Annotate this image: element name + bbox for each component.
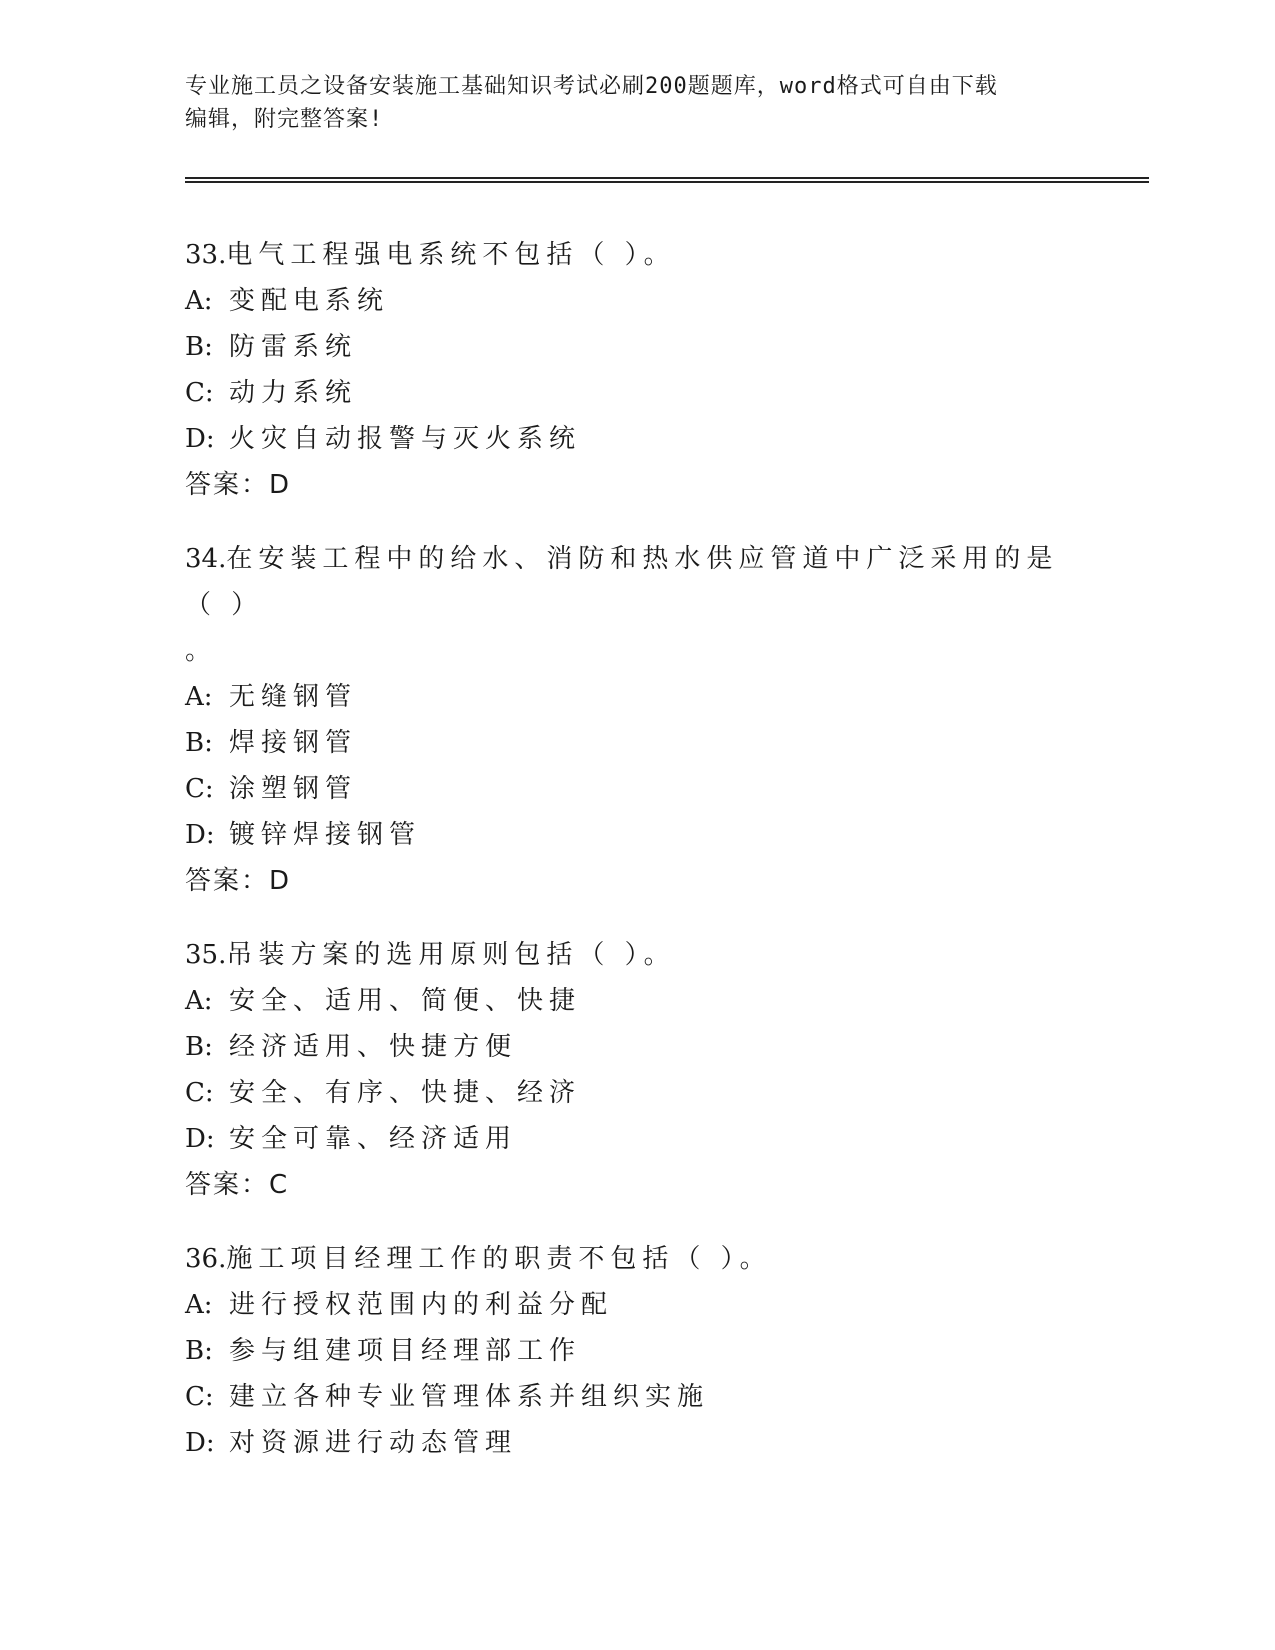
option-key: C: xyxy=(185,1382,214,1412)
option-text: 火灾自动报警与灭火系统 xyxy=(229,424,582,454)
answer-line: 答案：D xyxy=(185,470,292,500)
option-text: 安全、适用、简便、快捷 xyxy=(229,986,582,1016)
option-d xyxy=(185,416,1085,462)
question-number: 33. xyxy=(185,240,227,270)
option-c xyxy=(185,1070,1085,1116)
question-stem: 在安装工程中的给水、消防和热水供应管道中广泛采用的是（ ） xyxy=(185,544,1059,620)
option-text: 无缝钢管 xyxy=(229,682,358,712)
option-text: 安全、有序、快捷、经济 xyxy=(229,1078,582,1108)
option-text: 经济适用、快捷方便 xyxy=(229,1032,518,1062)
question-text xyxy=(185,536,1085,628)
option-key: B: xyxy=(185,332,213,362)
question-stem: 吊装方案的选用原则包括（ ）。 xyxy=(226,940,676,970)
option-text: 对资源进行动态管理 xyxy=(229,1428,518,1458)
header-title-line-2: 编辑，附完整答案! xyxy=(185,107,384,132)
option-text: 焊接钢管 xyxy=(229,728,358,758)
option-text: 进行授权范围内的利益分配 xyxy=(229,1290,614,1320)
option-text: 镀锌焊接钢管 xyxy=(229,820,422,850)
option-key: A: xyxy=(185,986,213,1016)
option-text: 防雷系统 xyxy=(229,332,358,362)
option-d xyxy=(185,1420,1085,1466)
option-key: C: xyxy=(185,774,214,804)
option-key: D: xyxy=(185,1428,215,1458)
option-key: C: xyxy=(185,1078,214,1108)
option-key: A: xyxy=(185,1290,213,1320)
header-divider xyxy=(185,177,1149,183)
option-text: 安全可靠、经济适用 xyxy=(229,1124,518,1154)
option-key: D: xyxy=(185,424,215,454)
question-stem: 施工项目经理工作的职责不包括（ ）。 xyxy=(226,1244,772,1274)
option-text: 动力系统 xyxy=(229,378,358,408)
option-d xyxy=(185,1116,1085,1162)
option-b xyxy=(185,720,1085,766)
option-a xyxy=(185,1282,1085,1328)
option-key: A: xyxy=(185,682,213,712)
option-b xyxy=(185,1328,1085,1374)
option-text: 涂塑钢管 xyxy=(229,774,358,804)
question-35 xyxy=(185,932,1085,1208)
question-list xyxy=(185,232,1085,1494)
option-key: A: xyxy=(185,286,213,316)
option-a xyxy=(185,674,1085,720)
question-36 xyxy=(185,1236,1085,1466)
question-stem: 电气工程强电系统不包括（ ）。 xyxy=(226,240,676,270)
option-key: B: xyxy=(185,728,213,758)
option-text: 变配电系统 xyxy=(229,286,390,316)
header-title-line-1: 专业施工员之设备安装施工基础知识考试必刷200题题库，word格式可自由下载 xyxy=(185,74,998,99)
question-number: 35. xyxy=(185,940,227,970)
option-a xyxy=(185,978,1085,1024)
option-key: B: xyxy=(185,1032,213,1062)
question-34 xyxy=(185,536,1085,904)
option-key: C: xyxy=(185,378,214,408)
question-33 xyxy=(185,232,1085,508)
question-text xyxy=(185,232,1085,278)
answer-line: 答案：D xyxy=(185,866,292,896)
option-key: D: xyxy=(185,1124,215,1154)
question-number: 36. xyxy=(185,1244,227,1274)
option-text: 建立各种专业管理体系并组织实施 xyxy=(229,1382,710,1412)
answer-line: 答案：C xyxy=(185,1170,290,1200)
option-b xyxy=(185,324,1085,370)
question-number: 34. xyxy=(185,544,227,574)
option-c xyxy=(185,1374,1085,1420)
option-c xyxy=(185,766,1085,812)
option-key: D: xyxy=(185,820,215,850)
option-a xyxy=(185,278,1085,324)
question-text xyxy=(185,1236,1085,1282)
option-d xyxy=(185,812,1085,858)
option-b xyxy=(185,1024,1085,1070)
option-text: 参与组建项目经理部工作 xyxy=(229,1336,582,1366)
document-header xyxy=(185,70,1085,136)
question-text xyxy=(185,932,1085,978)
question-text-continuation: 。 xyxy=(185,636,212,666)
option-c xyxy=(185,370,1085,416)
option-key: B: xyxy=(185,1336,213,1366)
